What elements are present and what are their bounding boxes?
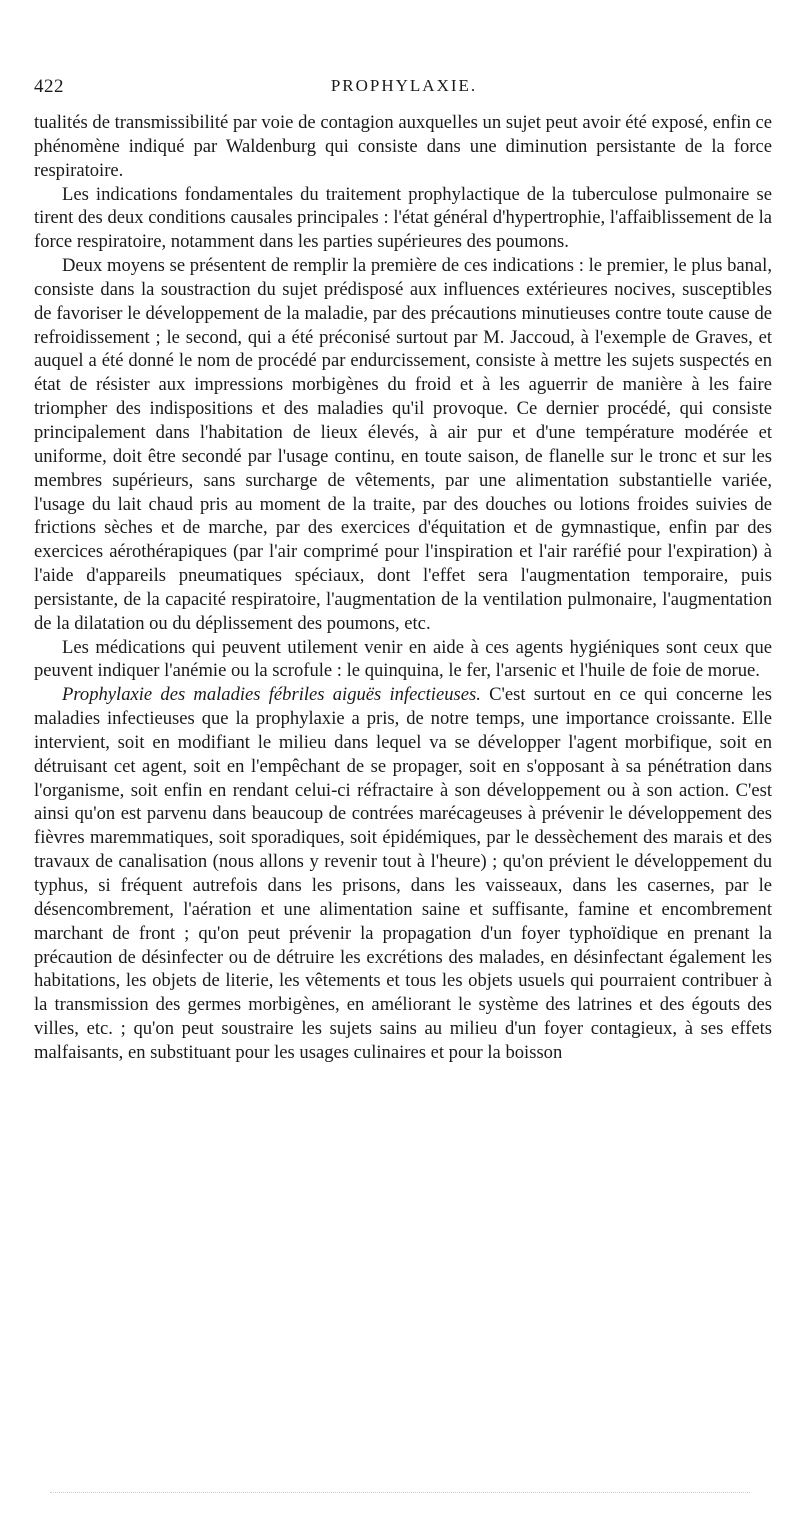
paragraph-deux-moyens: Deux moyens se présentent de remplir la première de ces indications : le premier, le plus banal, consiste dans la soustraction du sujet prédisposé aux influences extérieures nocives, susceptibles de favoriser le développement de la maladie, par des précautions minutieuses contre toute cause de refroidissement ; le second, qui a été préconisé surtout par M. Jaccoud, à l'exemple de Graves, et auquel a été donné le nom de procédé par endurcissement, consiste à mettre les sujets suspectés en état de résister aux impressions morbigènes du froid et à les aguerrir de manière à les faire triompher des indispositions et des maladies qu'il provoque. Ce dernier procédé, qui consiste principalement dans l'habitation de lieux élevés, à air pur et d'une température modérée et uniforme, doit être secondé par l'usage continu, en toute saison, de flanelle sur le tronc et sur les membres supérieurs, sans surcharge de vêtements, par une alimentation substantielle variée, l'usage du lait chaud pris au moment de la traite, par des douches ou lotions froides suivies de frictions sèches et de marche, par des exercices d'équitation et de gymnastique, enfin par des exercices aérothérapiques (par l'air comprimé pour l'inspiration et l'air raréfié pour l'expiration) à l'aide d'appareils pneumatiques spéciaux, dont l'effet sera l'augmentation temporaire, puis persistante, de la capacité respiratoire, l'augmentation de la ventilation pulmonaire, l'augmentation de la dilatation ou du déplissement des poumons, etc. <box>34 255 772 634</box>
paragraph-medications: Les médications qui peuvent utilement venir en aide à ces agents hygiéniques sont ceux que peuvent indiquer l'anémie ou la scrofule : le quinquina, le fer, l'arsenic et l'huile de foie de morue. <box>34 636 772 682</box>
section-body: C'est surtout en ce qui concerne les maladies infectieuses que la prophylaxie a pris, de notre temps, une importance croissante. Elle intervient, soit en modifiant le milieu dans lequel va se développer l'agent morbifique, soit en détruisant cet agent, soit en l'empêchant de se propager, soit en s'opposant à sa pénétration dans l'organisme, soit enfin en rendant celui-ci réfractaire à son développement ou à son action. C'est ainsi qu'on est parvenu dans beaucoup de contrées marécageuses à prévenir le développement des fièvres maremmatiques, soit sporadiques, soit épidémiques, par le dessèchement des marais et des travaux de canalisation (nous allons y revenir tout à l'heure) ; qu'on prévient le développement du typhus, si fréquent autrefois dans les prisons, dans les vaisseaux, dans les casernes, par le désencombrement, l'aération et une alimentation saine et suffisante, famine et encombrement marchant de front ; qu'on peut prévenir la propagation d'un foyer typhoïdique en prenant la précaution de désinfecter ou de détruire les excrétions des malades, en désinfectant également les habitations, les objets de literie, les vêtements et tous les objets usuels qui pourraient contribuer à la transmission des germes morbigènes, en améliorant le système des latrines et des égouts des villes, etc. ; qu'on peut soustraire les sujets sains au milieu d'un foyer contagieux, à ses effets malfaisants, en substituant pour les usages culinaires et pour la boisson <box>34 684 772 1063</box>
running-head: PROPHYLAXIE. <box>330 76 478 95</box>
page-header <box>34 76 774 100</box>
body-text <box>34 111 772 1065</box>
section-title: Prophylaxie des maladies fébriles aiguës infectieuses. <box>62 684 481 706</box>
bottom-speckle-line <box>50 1492 750 1495</box>
page-number: 422 <box>34 76 64 97</box>
paragraph-continuation: tualités de transmissibilité par voie de contagion auxquelles un sujet peut avoir été exposé, enfin ce phénomène indiqué par Waldenburg qui consiste dans une diminution persistante de la force respiratoire. <box>34 112 772 181</box>
paragraph-prophylaxie-infectieuses <box>34 683 772 1065</box>
paragraph-indications: Les indications fondamentales du traitement prophylactique de la tuberculose pulmonaire se tirent des deux conditions causales principales : l'état général d'hypertrophie, l'affaiblissement de la force respiratoire, notamment dans les parties supérieures des poumons. <box>34 183 772 253</box>
